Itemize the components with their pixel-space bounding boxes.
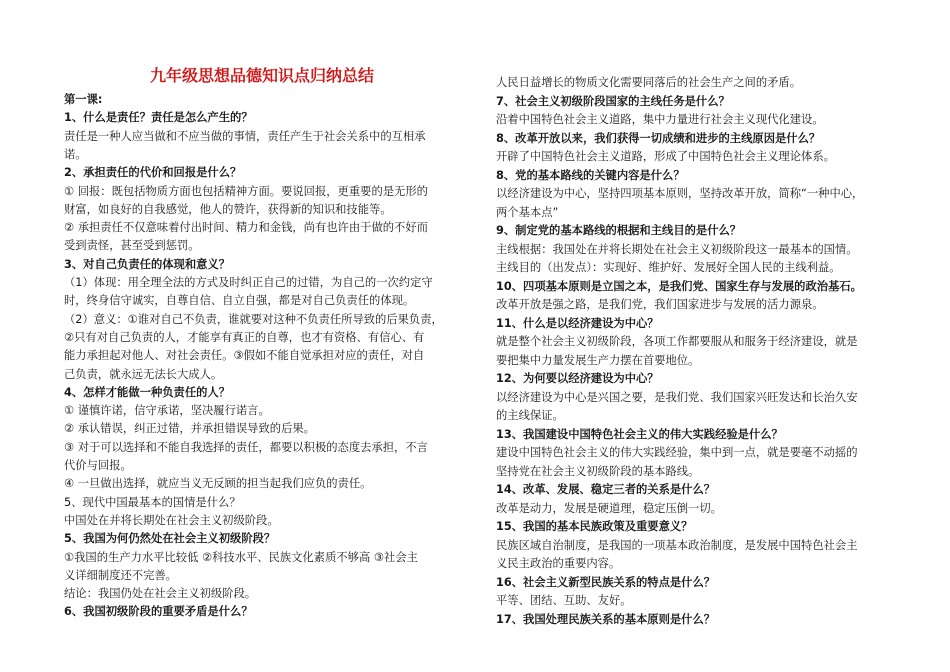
answer-text: 中国处在并将长期处在社会主义初级阶段。	[64, 513, 279, 527]
answer-text: 以经济建设为中心是兴国之要，是我们党、我们国家兴旺发达和长治久安	[496, 390, 858, 404]
answer-text: ② 承担责任不仅意味着付出时间、精力和金钱，尚有也许由于做的不好而	[64, 221, 428, 235]
answer-text: ② 承认错误，纠正过错，并承担错误导致的后果。	[64, 422, 315, 436]
answer-text: 义民主政治的重要内容。	[496, 557, 621, 570]
answer-text: 时，终身信守诚实，自尊自信、自立自强，都是对自己负责任的体现。	[64, 294, 415, 308]
answer-text: 平等、团结、互助、友好。	[496, 594, 632, 607]
answer-text: ① 谨慎许诺，信守承诺，坚决履行诺言。	[64, 404, 270, 418]
answer-text: 坚持党在社会主义初级阶段的基本路线。	[496, 464, 700, 478]
question-heading: 7、社会主义初级阶段国家的主线任务是什么？	[496, 94, 730, 108]
question-heading: 8、党的基本路线的关键内容是什么？	[496, 168, 685, 182]
answer-text: 沿着中国特色社会主义道路，集中力量进行社会主义现代化建设。	[496, 113, 824, 126]
answer-text: ①我国的生产力水平比较低 ②科技水平、民族文化素质不够高 ③社会主	[64, 550, 418, 564]
answer-text: 代价与回报。	[64, 459, 132, 472]
question-heading: 10、四项基本原则是立国之本，是我们党、国家生存与发展的政治基石。	[496, 279, 862, 293]
question-heading: 14、改革、发展、稳定三者的关系是什么？	[496, 483, 716, 496]
answer-text: 改革是动力，发展是硬道理，稳定压倒一切。	[496, 501, 722, 515]
answer-text: 人民日益增长的物质文化需要同落后的社会生产之间的矛盾。	[496, 76, 802, 89]
answer-text: 5、现代中国最基本的国情是什么？	[64, 495, 241, 509]
answer-text: 开辟了中国特色社会主义道路，形成了中国特色社会主义理论体系。	[496, 150, 835, 163]
answer-text: 诺。	[64, 147, 87, 161]
answer-text: 两个基本点”	[496, 205, 559, 219]
question-heading: 17、我国处理民族关系的基本原则是什么？	[496, 612, 716, 626]
question-heading: 4、怎样才能做一种负责任的人？	[64, 385, 231, 399]
question-heading: 1、什么是责任？责任是怎么产生的？	[64, 111, 253, 125]
question-heading: 第一课:	[64, 93, 103, 106]
document-title: 九年级思想品德知识点归纳总结	[150, 66, 375, 85]
question-heading: 3、对自己负责任的体现和意义？	[64, 257, 231, 271]
answer-text: 民族区域自治制度，是我国的一项基本政治制度，是发展中国特色社会主	[496, 538, 858, 552]
answer-text: ②只有对自己负责的人，才能享有真正的自尊，也才有资格、有信心、有	[64, 330, 425, 344]
question-heading: 15、我国的基本民族政策及重要意义？	[496, 520, 693, 533]
answer-text: 受到责怪，甚至受到惩罚。	[64, 239, 200, 253]
question-heading: 5、我国为何仍然处在社会主义初级阶段？	[64, 532, 276, 546]
answer-text: 责任是一种人应当做和不应当做的事情，责任产生于社会关系中的互相承	[64, 129, 426, 143]
question-heading: 2、承担责任的代价和回报是什么？	[64, 166, 242, 180]
answer-text: （1）体现：用全理全法的方式及时纠正自己的过错，为自己的一次约定守	[64, 276, 433, 289]
answer-text: 财富，如良好的自我感觉，他人的赞许，获得新的知识和技能等。	[64, 202, 392, 216]
question-heading: 16、社会主义新型民族关系的特点是什么？	[496, 575, 716, 589]
answer-text: 建设中国特色社会主义的伟大实践经验，集中到一点，就是要毫不动摇的	[496, 446, 858, 459]
question-heading: 6、我国初级阶段的重要矛盾是什么？	[64, 605, 253, 619]
question-heading: 9、制定党的基本路线的根据和主线目的是什么？	[496, 224, 742, 237]
answer-text: （2）意义：①谁对自己不负责，谁就要对这种不负责任所导致的后果负责，	[64, 312, 443, 326]
answer-text: 改革开放是强之路，是我们党，我们国家进步与发展的活力源泉。	[496, 298, 824, 311]
answer-text: 主线根据：我国处在并将长期处在社会主义初级阶段这一最基本的国情。	[496, 242, 858, 256]
question-heading: 13、我国建设中国特色社会主义的伟大实践经验是什么？	[496, 427, 783, 441]
answer-text: ③ 对于可以选择和不能自我选择的责任，都要以积极的态度去承担，不言	[64, 440, 428, 454]
answer-text: ① 回报：既包括物质方面也包括精神方面。要说回报，更重要的是无形的	[64, 184, 428, 198]
question-heading: 8、改革开放以来，我们获得一切成绩和进步的主线原因是什么？	[496, 131, 821, 145]
answer-text: 义详细制度还不完善。	[64, 568, 177, 582]
answer-text: 的主线保证。	[496, 409, 564, 422]
answer-text: 以经济建设为中心，坚持四项基本原则，坚持改革开放，简称“一种中心，	[496, 187, 864, 200]
answer-text: 就是整个社会主义初级阶段，各项工作都要服从和服务于经济建设，就是	[496, 335, 858, 348]
answer-text: 己负责，就永远无法长大成人。	[64, 367, 223, 381]
answer-text: 要把集中力量发展生产力摆在首要地位。	[496, 353, 700, 367]
answer-text: 结论：我国仍处在社会主义初级阶段。	[64, 587, 257, 601]
answer-text: 主线目的（出发点）：实现好、维护好、发展好全国人民的主线利益。	[496, 261, 841, 274]
question-heading: 12、为何要以经济建设为中心？	[496, 372, 659, 385]
question-heading: 11、什么是以经济建设为中心？	[496, 316, 659, 330]
answer-text: ④ 一旦做出选择，就应当义无反顾的担当起我们应负的责任。	[64, 477, 372, 491]
answer-text: 能力承担起对他人、对社会责任。③假如不能自觉承担对应的责任，对自	[64, 349, 425, 363]
